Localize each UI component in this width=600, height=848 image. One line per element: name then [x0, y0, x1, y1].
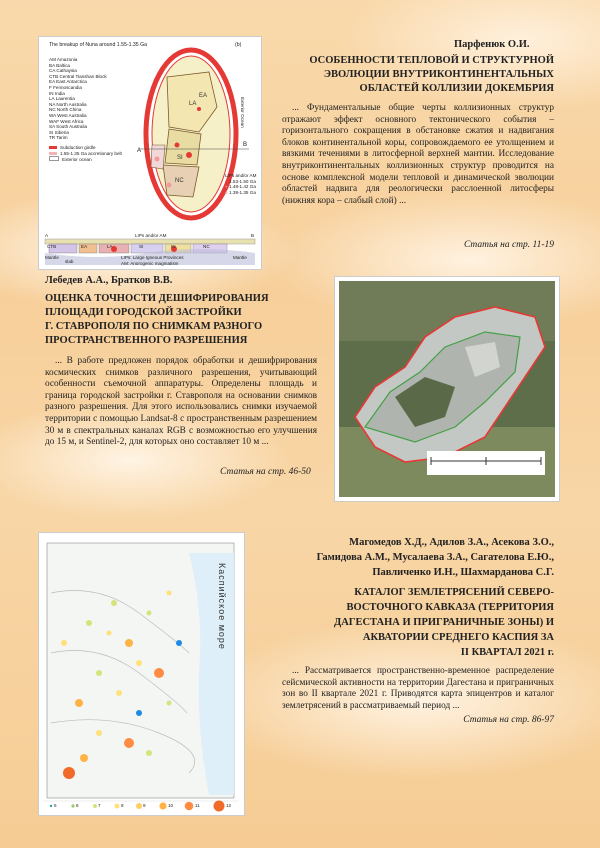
legend-magnitude-6: 6 — [76, 803, 79, 808]
article2-title: ОЦЕНКА ТОЧНОСТИ ДЕШИФРИРОВАНИЯ ПЛОЩАДИ ГОРОДСКОЙ ЗАСТРОЙКИ Г. СТАВРОПОЛЯ ПО СНИМКАМ РАЗНОГО ПРОСТРАНСТВЕННОГО РАЗРЕШЕНИЯ — [45, 293, 269, 346]
legend-magnitude-7: 7 — [98, 803, 101, 808]
section-end-b: B — [251, 233, 255, 238]
legend-magnitude-10: 10 — [168, 803, 174, 808]
svg-text:NC: NC — [175, 178, 184, 184]
article2-page-ref[interactable]: Статья на стр. 46-50 — [220, 467, 311, 477]
nuna-legend-blocks: AM Amazonia BA Baltica CA Cathaysia CTB Central Tianshan Block EA East Antarctica F Fennoscandia IN India LA Laurentia NA North Australia NC North China WA West Australia WAF West Africa SA South Australia SI Siberia TR Tarim — [49, 57, 107, 141]
section-block-in: IN — [171, 244, 176, 249]
article2-author: Лебедев А.А., Братков В.В. — [45, 275, 173, 286]
section-end-a: A — [45, 233, 49, 238]
article2-abstract: ... В работе предложен порядок обработки и дешифрирования космических снимков различного разрешения, учитывающий особенности съемочной аппаратуры. Определены площадь и граница городской застройки г. Ставрополя на основании снимков разного разрешения. Для этого использовались снимки изучаемой территории с помощью Landsat-8 с пространственным разрешением 30 м в спектральных каналах RGB с возможностью его улучшения до 15 м, и Sentinel-2, для которых оно составляет 10 м ... — [45, 356, 317, 448]
nuna-figure — [38, 36, 262, 270]
svg-text:SI: SI — [177, 155, 183, 161]
legend-magnitude-12: 12 — [226, 803, 232, 808]
section-block-la: LA — [107, 244, 113, 249]
section-lips-note: LIPs: Large Igneous Provinces — [121, 255, 184, 260]
svg-text:LA: LA — [189, 101, 197, 107]
article1-page-ref[interactable]: Статья на стр. 11-19 — [463, 240, 554, 250]
section-block-ea: EA — [81, 244, 88, 249]
nuna-legend-lips: LIPs and/or AM ● 1.53-1.50 Ga ● 1.48-1.42 Ga ● 1.38-1.35 Ga — [225, 173, 257, 195]
satellite-graphic — [335, 277, 559, 501]
article1-title: ОСОБЕННОСТИ ТЕПЛОВОЙ И СТРУКТУРНОЙ ЭВОЛЮЦИИ ВНУТРИКОНТИНЕНТАЛЬНЫХ ОБЛАСТЕЙ КОЛЛИЗИИ ДОКЕМБРИЯ — [309, 55, 554, 94]
section-block-nc: NC — [203, 244, 210, 249]
section-mantle-right: Mantle — [233, 255, 247, 260]
nuna-figure-panel-label: (b) — [235, 42, 242, 48]
section-block-ctb: CTB — [47, 244, 57, 249]
article3-abstract: ... Рассматривается пространственно-временное распределение сейсмической активности на территории Дагестана и приграничных зон во II квартале 2021 г. Приводятся карта эпицентров и каталог землетрясений в рассматриваемый период ... — [282, 666, 554, 711]
section-block-si: SI — [139, 244, 144, 249]
legend-magnitude-5: 5 — [54, 803, 57, 808]
svg-text:EA: EA — [199, 93, 208, 99]
section-slab-label: slab — [65, 259, 74, 264]
article3-title: КАТАЛОГ ЗЕМЛЕТРЯСЕНИЙ СЕВЕРО- ВОСТОЧНОГО КАВКАЗА (ТЕРРИТОРИЯ ДАГЕСТАНА И ПРИГРАНИЧНЫЕ ЗОНЫ) И АКВАТОРИИ СРЕДНЕГО КАСПИЯ ЗА II КВАРТАЛ 2021 г. — [333, 587, 554, 658]
section-top-label: LIPs and/or AM — [135, 233, 167, 238]
section-line-label-a: A — [137, 148, 142, 154]
legend-magnitude-9: 9 — [143, 803, 146, 808]
stavropol-satellite-image — [334, 276, 560, 502]
seismic-epicenter-map — [38, 532, 245, 816]
nuna-legend-belts: Subduction girdle 1.55-1.35 Ga accretionary belt Exterior ocean — [49, 145, 139, 163]
caspian-sea-label: Каспийское море — [217, 563, 227, 650]
article3-authors: Магомедов Х.Д., Адилов З.А., Асекова З.О., Гамидова А.М., Мусалаева З.А., Сагателова Е.Ю., Павличенко И.Н., Шахмарданова С.Г. — [316, 537, 554, 578]
exterior-ocean-label: Exterior Ocean — [240, 97, 245, 128]
section-line-label-b: B — [243, 142, 248, 148]
section-am-note: AM: Anorogenic magmatism — [121, 261, 179, 266]
nuna-figure-title: The breakup of Nuna around 1.55-1.35 Ga — [49, 42, 148, 48]
article1-abstract: ... Фундаментальные общие черты коллизионных структур отражают эффект основного тектонического события – горизонтального сокращения в обстановке сжатия и надвигания блоков континентальной коры, сопровождаемого ее утолщением и вязкими течениями в литосферной верхней мантии. Исследование внутриконтинентальных коллизионных структур проводится на основе комплексной модели тепловой и динамической эволюции областей надвига для реологически расслоенной литосферы (нижняя кора – слабый слой) ... — [282, 103, 554, 206]
section-mantle-left: Mantle — [45, 255, 59, 260]
legend-magnitude-8: 8 — [121, 803, 124, 808]
article3-page-ref[interactable]: Статья на стр. 86-97 — [463, 715, 554, 725]
article1-author: Парфенюк О.И. — [454, 39, 530, 50]
legend-magnitude-11: 11 — [195, 803, 200, 808]
